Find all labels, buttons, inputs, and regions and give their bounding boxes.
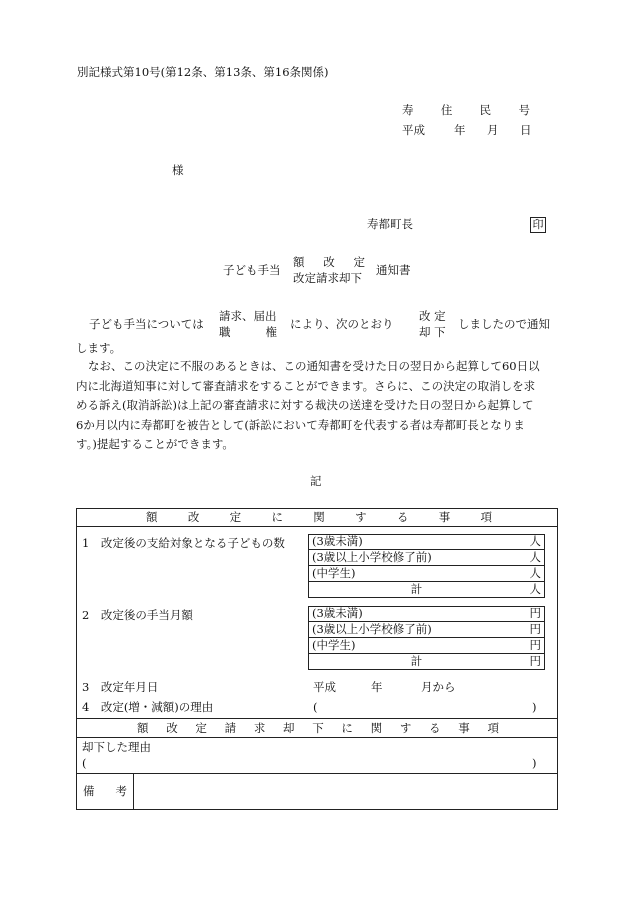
ki-label: 記 bbox=[310, 474, 322, 488]
section1-header: 額 改 定 に 関 す る 事 項 bbox=[146, 510, 492, 524]
section2-top-divider bbox=[76, 718, 558, 719]
body-p2: なお、この決定に不服のあるときは、この通知書を受けた日の翌日から起算して60日以 内に北海道知事に対して審査請求をすることができます。さらに、この決定の取消しを求 める訴え(取消訴訟)は上記の審査請求に対する裁決の送達を受けた日の翌日から起算して 6か月以内に寿都町を被告として(訴訟において寿都町を代表する者は寿都町長となりま す。)提起することができます。 bbox=[76, 359, 540, 451]
remarks-label: 備 考 bbox=[83, 784, 127, 798]
reject-paren-close: ) bbox=[532, 756, 537, 770]
item2-row-total: 計 円 bbox=[410, 654, 541, 668]
body-p1-mid: により、次のとおり bbox=[290, 317, 394, 331]
official-seal: 印 bbox=[530, 217, 546, 233]
body-p1-option-top: 請求、届出 bbox=[219, 309, 277, 323]
form-label: 別記様式第10号(第12条、第13条、第16条関係) bbox=[77, 65, 329, 79]
remarks-divider bbox=[76, 773, 558, 774]
item2-row: (3歳未満) 円 bbox=[312, 606, 541, 620]
sender: 寿都町長 bbox=[367, 217, 413, 231]
item4-paren-close: ) bbox=[532, 700, 537, 714]
section2-header-divider bbox=[76, 737, 558, 738]
section2-header: 額 改 定 請 求 却 下 に 関 す る 事 項 bbox=[137, 721, 499, 735]
title-option-top: 額 改 定 bbox=[293, 255, 365, 269]
body-p1-option-bottom: 職 権 bbox=[219, 325, 277, 339]
body-p1-start: 子ども手当については bbox=[89, 317, 204, 331]
item3-value: 平成 年 月から bbox=[313, 680, 456, 694]
reference-number: 寿 住 民 号 bbox=[402, 103, 530, 117]
title-prefix: 子ども手当 bbox=[223, 263, 281, 277]
reject-reason-label: 却下した理由 bbox=[82, 740, 151, 754]
item2-label: 2 改定後の手当月額 bbox=[82, 608, 193, 622]
item3-label: 3 改定年月日 bbox=[82, 680, 159, 694]
item1-row: (3歳未満) 人 bbox=[312, 534, 541, 548]
item2-row: (3歳以上小学校修了前) 円 bbox=[312, 622, 541, 636]
body-p1-option2-top: 改 定 bbox=[419, 309, 446, 323]
reject-paren-open: ( bbox=[82, 756, 87, 770]
item4-paren-open: ( bbox=[313, 700, 318, 714]
issue-date: 平成 年 月 日 bbox=[402, 123, 532, 137]
body-p1-end: しましたので通知 bbox=[458, 317, 550, 331]
addressee-suffix: 様 bbox=[172, 163, 184, 177]
item1-row: (中学生) 人 bbox=[312, 566, 541, 580]
title-option-bottom: 改定請求却下 bbox=[293, 271, 362, 285]
title-suffix: 通知書 bbox=[376, 263, 411, 277]
item2-row: (中学生) 円 bbox=[312, 638, 541, 652]
item4-label: 4 改定(増・減額)の理由 bbox=[82, 700, 214, 714]
body-p1-cont: します。 bbox=[76, 341, 122, 355]
body-p1-option2-bottom: 却 下 bbox=[419, 325, 446, 339]
item1-row-total: 計 人 bbox=[410, 582, 541, 596]
item1-label: 1 改定後の支給対象となる子どもの数 bbox=[82, 536, 285, 550]
remarks-column-divider bbox=[133, 773, 134, 810]
section1-header-divider bbox=[76, 526, 558, 527]
item1-row: (3歳以上小学校修了前) 人 bbox=[312, 550, 541, 564]
